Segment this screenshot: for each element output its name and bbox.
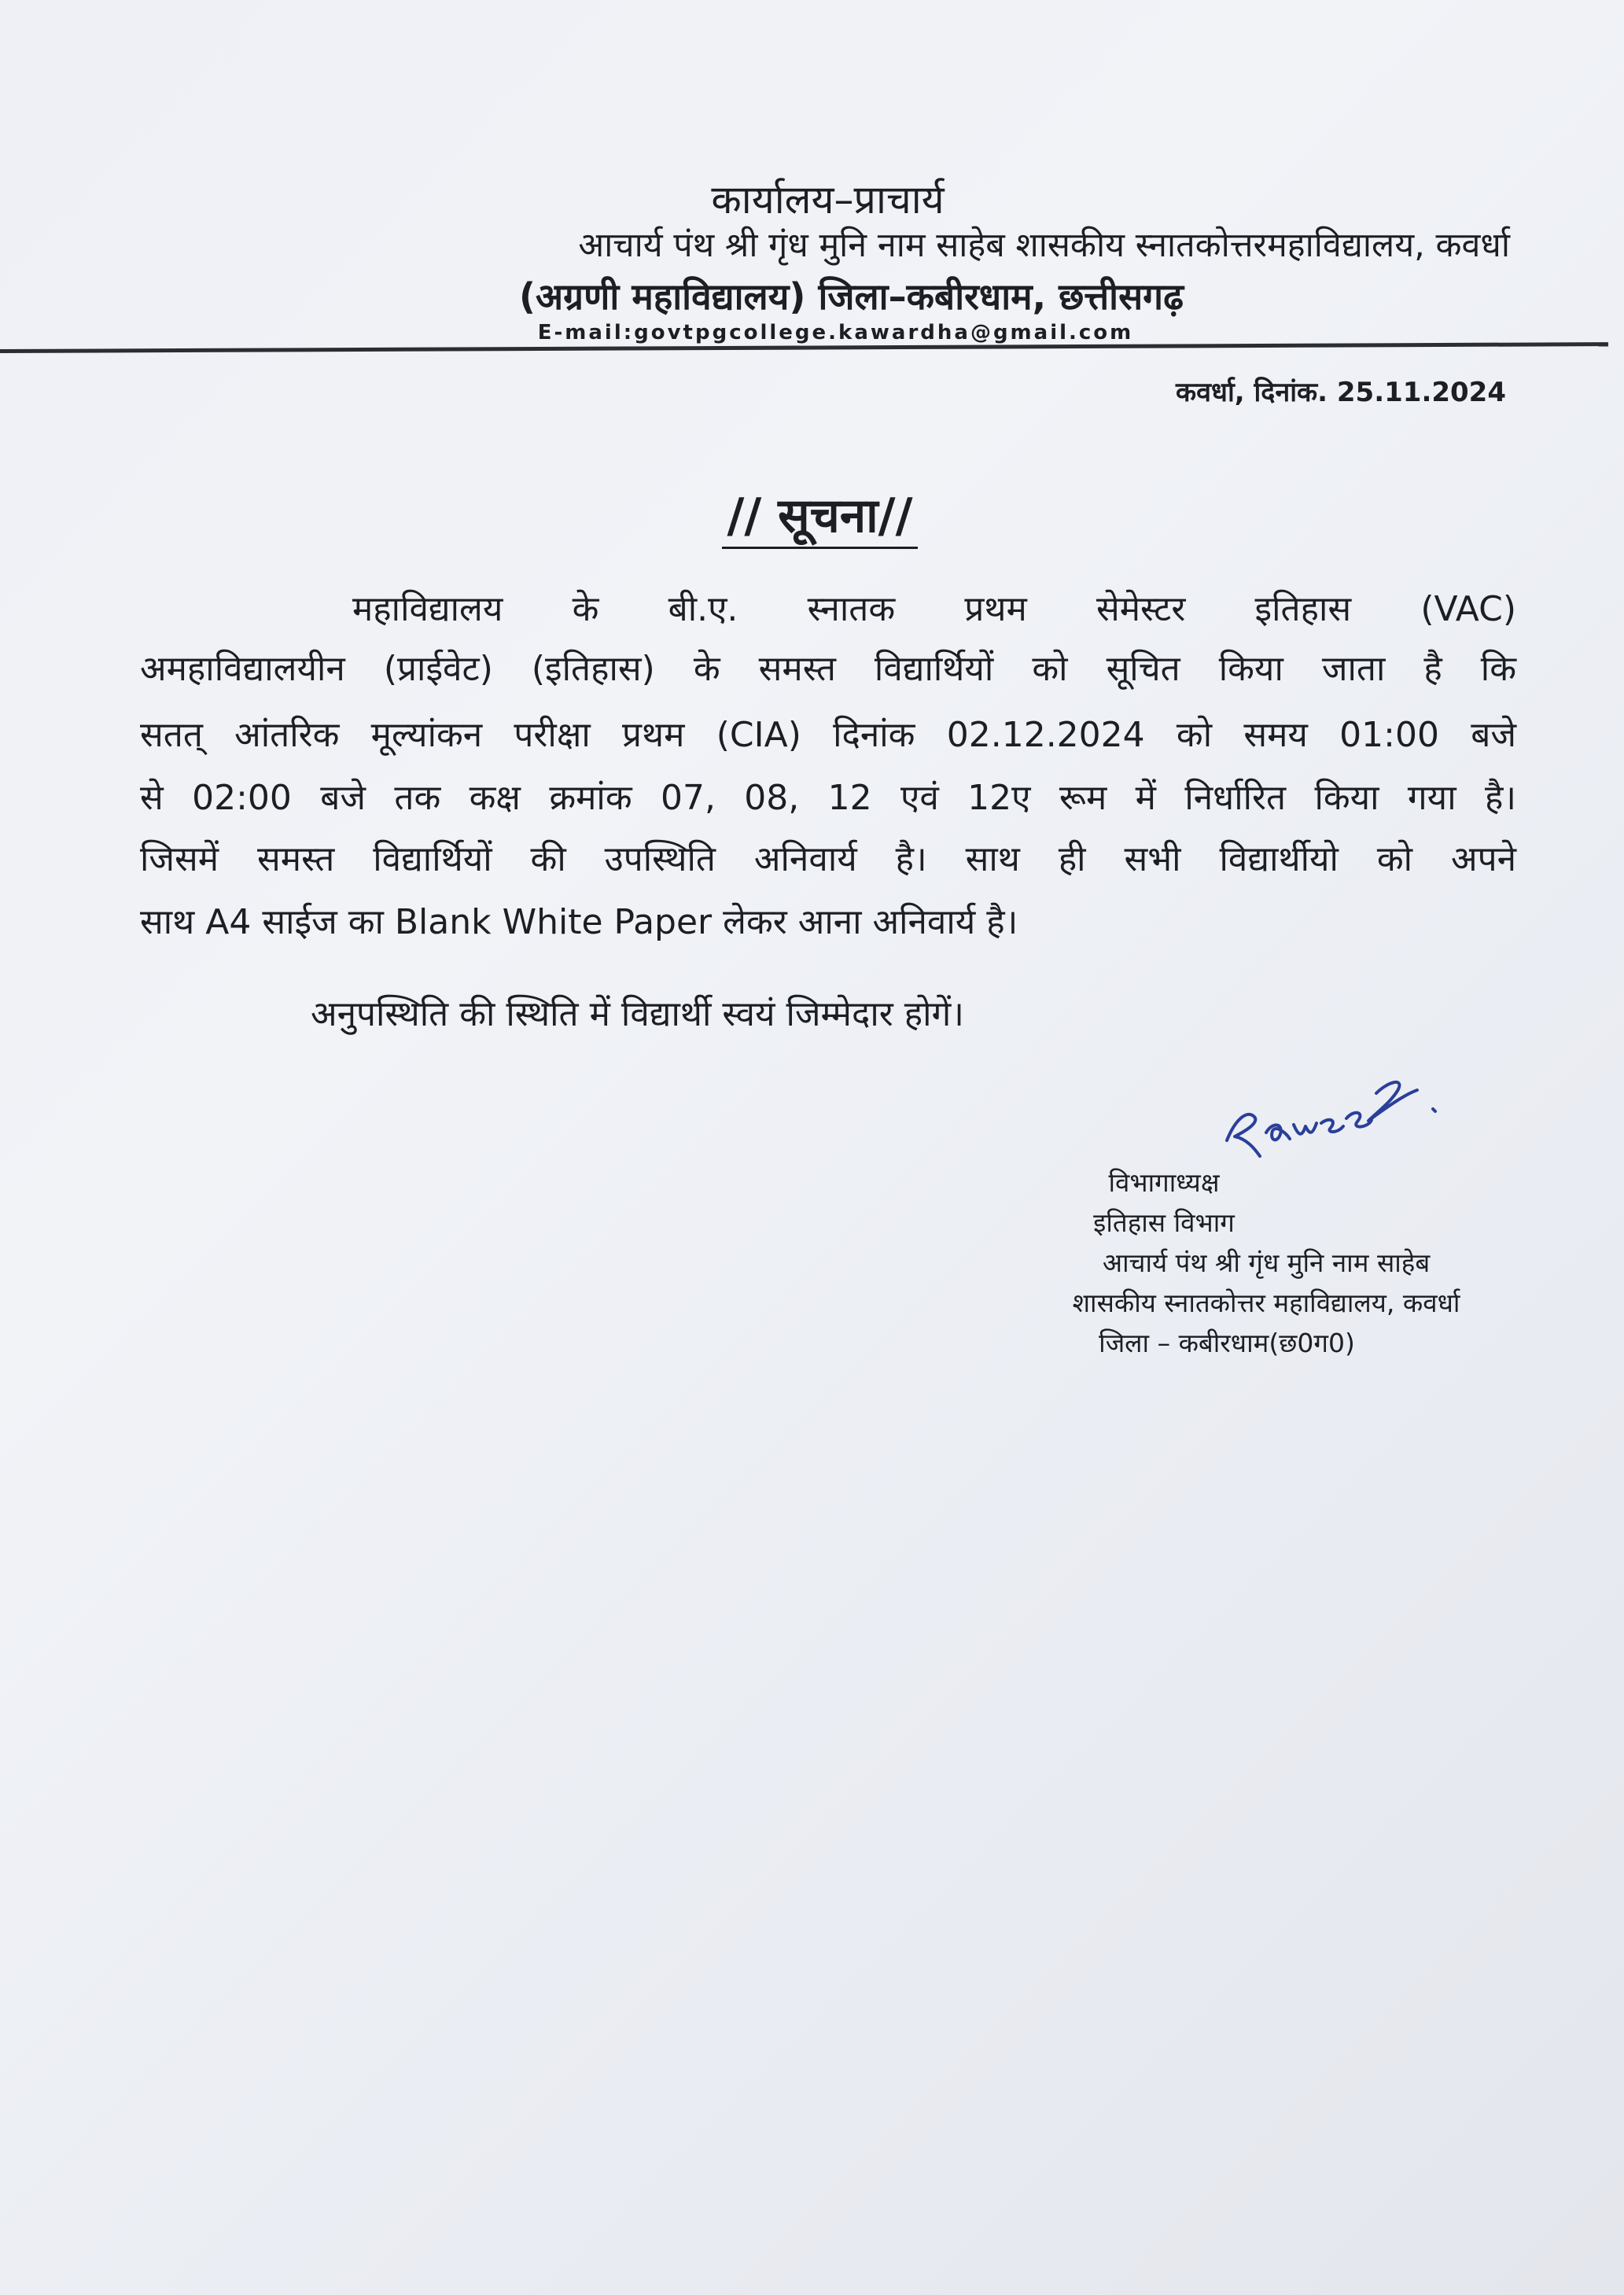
- body-line-6: साथ A4 साईज का Blank White Paper लेकर आना अनिवार्य है।: [140, 902, 1018, 942]
- place-date: कवर्धा, दिनांक. 25.11.2024: [1176, 377, 1506, 408]
- body-line-7: अनुपस्थिति की स्थिति में विद्यार्थी स्वयं जिम्मेदार होगें।: [311, 994, 964, 1034]
- body-line-2: अमहाविद्यालयीन (प्राईवेट) (इतिहास) के समस्त विद्यार्थियों को सूचित किया जाता है कि: [140, 649, 1516, 689]
- signatory-college-line-1: आचार्य पंथ श्री गृंध मुनि नाम साहेब: [1102, 1247, 1431, 1278]
- body-line-3: सतत् आंतरिक मूल्यांकन परीक्षा प्रथम (CIA) दिनांक 02.12.2024 को समय 01:00 बजे: [140, 715, 1516, 755]
- body-line-1: महाविद्यालय के बी.ए. स्नातक प्रथम सेमेस्टर इतिहास (VAC): [352, 589, 1516, 629]
- district-line: (अग्रणी महाविद्यालय) जिला–कबीरधाम, छत्तीसगढ़: [519, 275, 1184, 318]
- email-line: E-mail:govtpgcollege.kawardha@gmail.com: [537, 321, 1134, 344]
- notice-title: [0, 481, 1624, 546]
- notice-title-text: // सूचना//: [722, 488, 917, 549]
- signatory-department: इतिहास विभाग: [1093, 1207, 1235, 1238]
- body-line-5: जिसमें समस्त विद्यार्थियों की उपस्थिति अनिवार्य है। साथ ही सभी विद्यार्थीयो को अपने: [140, 839, 1516, 879]
- office-title: कार्यालय–प्राचार्य: [711, 177, 945, 223]
- body-line-4: से 02:00 बजे तक कक्ष क्रमांक 07, 08, 12 एवं 12ए रूम में निर्धारित किया गया है।: [140, 778, 1516, 818]
- college-name: आचार्य पंथ श्री गृंध मुनि नाम साहेब शासकीय स्नातकोत्तरमहाविद्यालय, कवर्धा: [578, 226, 1510, 265]
- handwritten-signature: [1211, 1046, 1447, 1172]
- signatory-college-line-2: शासकीय स्नातकोत्तर महाविद्यालय, कवर्धा: [1072, 1287, 1460, 1318]
- signatory-district: जिला – कबीरधाम(छ0ग0): [1099, 1328, 1355, 1358]
- signatory-designation: विभागाध्यक्ष: [1108, 1167, 1220, 1198]
